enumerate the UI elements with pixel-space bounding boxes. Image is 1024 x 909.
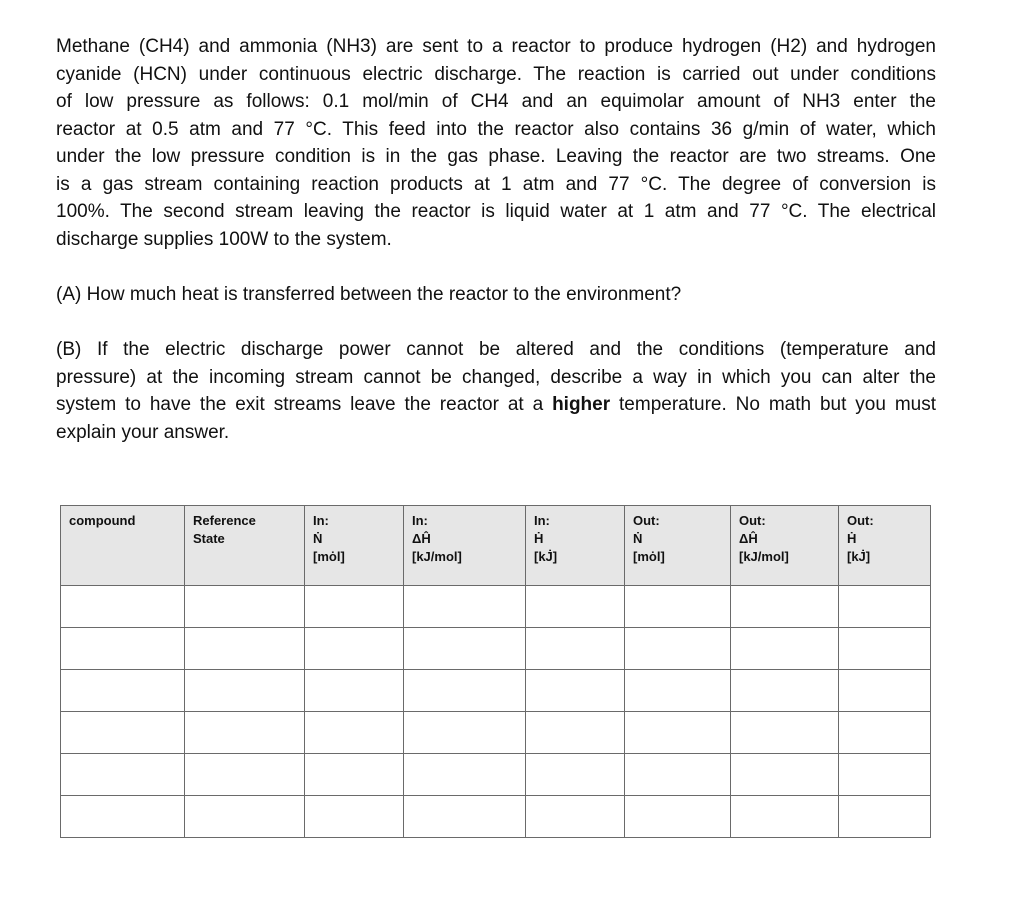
table-cell[interactable] [526, 712, 625, 754]
table-row [61, 670, 931, 712]
header-out-enthalpy-flow: Out: Ḣ [kJ̇] [839, 506, 931, 586]
table-cell[interactable] [404, 586, 526, 628]
problem-line: is a gas stream containing reaction products at 1 atm and 77 °C. The degree of conversion is [56, 173, 936, 195]
question-b-line: explain your answer. [56, 421, 230, 443]
table-cell[interactable] [731, 586, 839, 628]
table-cell[interactable] [839, 712, 931, 754]
table-row [61, 712, 931, 754]
table-cell[interactable] [305, 670, 404, 712]
table-cell[interactable] [526, 670, 625, 712]
question-b-text: system to have the exit streams leave the reactor at a [56, 394, 553, 415]
header-compound: compound [61, 506, 185, 586]
question-a-text: (A) How much heat is transferred between the reactor to the environment? [56, 284, 682, 305]
table-cell[interactable] [625, 628, 731, 670]
table-cell[interactable] [61, 796, 185, 838]
table-cell[interactable] [526, 586, 625, 628]
problem-line: of low pressure as follows: 0.1 mol/min of CH4 and an equimolar amount of NH3 enter the [56, 91, 936, 112]
table-cell[interactable] [305, 712, 404, 754]
table-cell[interactable] [731, 670, 839, 712]
table-cell[interactable] [731, 796, 839, 838]
table-cell[interactable] [839, 754, 931, 796]
problem-line: 100%. The second stream leaving the reactor is liquid water at 1 atm and 77 °C. The electrical [56, 201, 936, 222]
table-cell[interactable] [305, 754, 404, 796]
table-cell[interactable] [731, 628, 839, 670]
table-cell[interactable] [61, 628, 185, 670]
table-row [61, 754, 931, 796]
table-cell[interactable] [185, 754, 305, 796]
header-in-delta-h: In: ΔĤ [kJ/mol] [404, 506, 526, 586]
table-row [61, 796, 931, 838]
header-reference-state: Reference State [185, 506, 305, 586]
table-cell[interactable] [526, 628, 625, 670]
problem-line: discharge supplies 100W to the system. [56, 228, 392, 250]
table-cell[interactable] [61, 712, 185, 754]
table-cell[interactable] [404, 670, 526, 712]
table-cell[interactable] [185, 796, 305, 838]
table-cell[interactable] [185, 586, 305, 628]
table-cell[interactable] [305, 796, 404, 838]
question-b-line: (B) If the electric discharge power cannot be altered and the conditions (temperature and [56, 339, 936, 360]
question-b [56, 336, 936, 446]
emphasis-higher: higher [552, 394, 611, 415]
table-cell[interactable] [404, 754, 526, 796]
problem-line: cyanide (HCN) under continuous electric discharge. The reaction is carried out under conditions [56, 63, 936, 85]
table-row [61, 586, 931, 628]
header-out-molar-flow: Out: Ṅ [mȯl] [625, 506, 731, 586]
table-cell[interactable] [61, 670, 185, 712]
table-cell[interactable] [625, 754, 731, 796]
problem-line: Methane (CH4) and ammonia (NH3) are sent to a reactor to produce hydrogen (H2) and hydrogen [56, 36, 936, 57]
header-in-molar-flow: In: Ṅ [mȯl] [305, 506, 404, 586]
question-a [56, 281, 936, 309]
enthalpy-table [60, 505, 931, 838]
table-cell[interactable] [404, 796, 526, 838]
table-cell[interactable] [526, 754, 625, 796]
table-header-row [61, 506, 931, 586]
table-cell[interactable] [625, 586, 731, 628]
header-out-delta-h: Out: ΔĤ [kJ/mol] [731, 506, 839, 586]
table-cell[interactable] [839, 670, 931, 712]
table-cell[interactable] [185, 628, 305, 670]
table-cell[interactable] [404, 712, 526, 754]
table-cell[interactable] [731, 754, 839, 796]
table-cell[interactable] [61, 754, 185, 796]
table-cell[interactable] [526, 796, 625, 838]
table-row [61, 628, 931, 670]
problem-statement [56, 33, 936, 253]
question-b-line: pressure) at the incoming stream cannot be changed, describe a way in which you can alter the [56, 366, 936, 388]
question-b-text: temperature. No math but you must [610, 394, 936, 415]
table-cell[interactable] [731, 712, 839, 754]
table-cell[interactable] [839, 628, 931, 670]
table-cell[interactable] [404, 628, 526, 670]
problem-line: reactor at 0.5 atm and 77 °C. This feed into the reactor also contains 36 g/min of water, which [56, 118, 936, 140]
header-in-enthalpy-flow: In: Ḣ [kJ̇] [526, 506, 625, 586]
table-cell[interactable] [185, 670, 305, 712]
problem-line: under the low pressure condition is in the gas phase. Leaving the reactor are two streams. One [56, 146, 936, 167]
table-cell[interactable] [625, 712, 731, 754]
table-cell[interactable] [305, 586, 404, 628]
table-cell[interactable] [839, 796, 931, 838]
table-cell[interactable] [625, 796, 731, 838]
question-b-line [56, 391, 936, 419]
table-cell[interactable] [839, 586, 931, 628]
table-cell[interactable] [61, 586, 185, 628]
table-cell[interactable] [305, 628, 404, 670]
table-cell[interactable] [625, 670, 731, 712]
table-cell[interactable] [185, 712, 305, 754]
